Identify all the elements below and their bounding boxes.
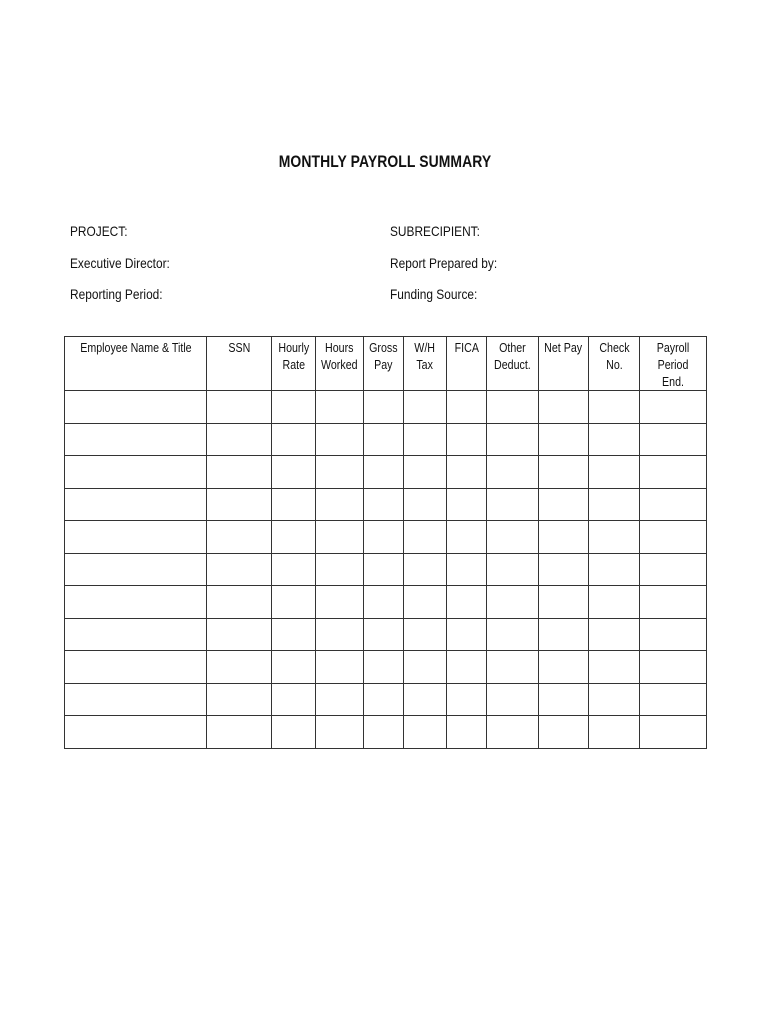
table-cell[interactable] xyxy=(364,716,404,749)
table-cell[interactable] xyxy=(316,651,364,684)
table-cell[interactable] xyxy=(487,618,539,651)
table-cell[interactable] xyxy=(589,521,640,554)
table-cell[interactable] xyxy=(364,391,404,424)
table-cell[interactable] xyxy=(272,586,316,619)
table-cell[interactable] xyxy=(207,586,272,619)
table-cell[interactable] xyxy=(272,651,316,684)
table-cell[interactable] xyxy=(272,553,316,586)
table-cell[interactable] xyxy=(404,651,447,684)
col-hourly-rate: Hourly Rate xyxy=(272,337,316,391)
table-cell[interactable] xyxy=(65,488,207,521)
table-cell[interactable] xyxy=(640,586,707,619)
table-row xyxy=(65,456,707,489)
col-hours-worked: Hours Worked xyxy=(316,337,364,391)
table-cell[interactable] xyxy=(207,456,272,489)
table-cell[interactable] xyxy=(404,488,447,521)
table-cell[interactable] xyxy=(364,618,404,651)
table-cell[interactable] xyxy=(404,683,447,716)
table-cell[interactable] xyxy=(447,716,487,749)
table-header-row xyxy=(65,337,707,391)
table-cell[interactable] xyxy=(207,553,272,586)
table-cell[interactable] xyxy=(316,456,364,489)
payroll-table xyxy=(64,336,707,749)
table-cell[interactable] xyxy=(364,683,404,716)
col-employee-name-title: Employee Name & Title xyxy=(65,337,207,391)
table-cell[interactable] xyxy=(272,716,316,749)
table-cell[interactable] xyxy=(640,488,707,521)
table-cell[interactable] xyxy=(364,651,404,684)
table-cell[interactable] xyxy=(207,488,272,521)
table-cell[interactable] xyxy=(640,521,707,554)
table-cell[interactable] xyxy=(447,553,487,586)
table-cell[interactable] xyxy=(316,391,364,424)
table-cell[interactable] xyxy=(272,521,316,554)
table-cell[interactable] xyxy=(589,488,640,521)
table-cell[interactable] xyxy=(447,586,487,619)
table-cell[interactable] xyxy=(272,391,316,424)
executive-director-label: Executive Director: xyxy=(70,255,170,271)
table-cell[interactable] xyxy=(272,618,316,651)
table-cell[interactable] xyxy=(207,391,272,424)
table-cell[interactable] xyxy=(207,423,272,456)
table-cell[interactable] xyxy=(404,586,447,619)
table-cell[interactable] xyxy=(589,391,640,424)
table-cell[interactable] xyxy=(589,586,640,619)
table-cell[interactable] xyxy=(640,456,707,489)
table-cell[interactable] xyxy=(65,618,207,651)
table-cell[interactable] xyxy=(316,618,364,651)
reporting-period-label: Reporting Period: xyxy=(70,286,163,302)
col-other-deduct: Other Deduct. xyxy=(487,337,539,391)
table-cell[interactable] xyxy=(487,586,539,619)
table-cell[interactable] xyxy=(589,683,640,716)
table-cell[interactable] xyxy=(447,456,487,489)
table-cell[interactable] xyxy=(272,488,316,521)
table-cell[interactable] xyxy=(316,683,364,716)
table-cell[interactable] xyxy=(539,651,589,684)
table-row xyxy=(65,423,707,456)
table-cell[interactable] xyxy=(404,423,447,456)
table-cell[interactable] xyxy=(447,651,487,684)
table-cell[interactable] xyxy=(316,423,364,456)
table-cell[interactable] xyxy=(487,456,539,489)
table-row xyxy=(65,553,707,586)
table-cell[interactable] xyxy=(404,716,447,749)
table-row xyxy=(65,391,707,424)
col-wh-tax: W/H Tax xyxy=(404,337,447,391)
table-cell[interactable] xyxy=(447,521,487,554)
table-cell[interactable] xyxy=(447,423,487,456)
table-cell[interactable] xyxy=(640,553,707,586)
table-cell[interactable] xyxy=(487,488,539,521)
table-cell[interactable] xyxy=(404,456,447,489)
col-gross-pay: Gross Pay xyxy=(364,337,404,391)
table-cell[interactable] xyxy=(487,716,539,749)
table-cell[interactable] xyxy=(404,391,447,424)
table-cell[interactable] xyxy=(272,456,316,489)
table-row xyxy=(65,651,707,684)
table-cell[interactable] xyxy=(539,423,589,456)
table-cell[interactable] xyxy=(65,716,207,749)
table-cell[interactable] xyxy=(589,651,640,684)
col-net-pay: Net Pay xyxy=(539,337,589,391)
table-cell[interactable] xyxy=(316,553,364,586)
table-cell[interactable] xyxy=(487,651,539,684)
table-cell[interactable] xyxy=(364,488,404,521)
table-cell[interactable] xyxy=(640,716,707,749)
table-cell[interactable] xyxy=(539,586,589,619)
table-row xyxy=(65,586,707,619)
table-cell[interactable] xyxy=(207,618,272,651)
table-cell[interactable] xyxy=(539,618,589,651)
table-cell[interactable] xyxy=(316,586,364,619)
table-cell[interactable] xyxy=(640,683,707,716)
table-cell[interactable] xyxy=(364,456,404,489)
funding-source-label: Funding Source: xyxy=(390,286,478,302)
table-cell[interactable] xyxy=(404,618,447,651)
table-cell[interactable] xyxy=(65,456,207,489)
table-cell[interactable] xyxy=(364,423,404,456)
table-cell[interactable] xyxy=(207,651,272,684)
table-cell[interactable] xyxy=(640,651,707,684)
table-cell[interactable] xyxy=(539,488,589,521)
table-cell[interactable] xyxy=(640,391,707,424)
col-fica: FICA xyxy=(447,337,487,391)
table-cell[interactable] xyxy=(364,586,404,619)
table-cell[interactable] xyxy=(589,553,640,586)
table-cell[interactable] xyxy=(539,553,589,586)
table-cell[interactable] xyxy=(487,391,539,424)
table-cell[interactable] xyxy=(539,716,589,749)
table-cell[interactable] xyxy=(404,521,447,554)
table-cell[interactable] xyxy=(487,683,539,716)
table-cell[interactable] xyxy=(65,521,207,554)
table-cell[interactable] xyxy=(539,521,589,554)
table-cell[interactable] xyxy=(487,423,539,456)
table-cell[interactable] xyxy=(65,553,207,586)
table-body xyxy=(65,391,707,749)
table-row xyxy=(65,618,707,651)
table-row xyxy=(65,488,707,521)
table-cell[interactable] xyxy=(447,488,487,521)
table-cell[interactable] xyxy=(589,456,640,489)
table-row xyxy=(65,521,707,554)
table-cell[interactable] xyxy=(487,521,539,554)
table-cell[interactable] xyxy=(364,553,404,586)
project-label: PROJECT: xyxy=(70,223,128,239)
table-cell[interactable] xyxy=(364,521,404,554)
table-cell[interactable] xyxy=(539,456,589,489)
report-prepared-by-label: Report Prepared by: xyxy=(390,255,498,271)
table-cell[interactable] xyxy=(65,683,207,716)
table-cell[interactable] xyxy=(447,391,487,424)
table-cell[interactable] xyxy=(65,586,207,619)
table-cell[interactable] xyxy=(487,553,539,586)
table-cell[interactable] xyxy=(640,423,707,456)
table-cell[interactable] xyxy=(539,683,589,716)
table-cell[interactable] xyxy=(539,391,589,424)
subrecipient-label: SUBRECIPIENT: xyxy=(390,223,480,239)
table-cell[interactable] xyxy=(640,618,707,651)
table-cell[interactable] xyxy=(65,423,207,456)
table-cell[interactable] xyxy=(589,618,640,651)
table-cell[interactable] xyxy=(65,391,207,424)
table-cell[interactable] xyxy=(207,716,272,749)
table-cell[interactable] xyxy=(404,553,447,586)
table-cell[interactable] xyxy=(589,716,640,749)
table-cell[interactable] xyxy=(316,488,364,521)
table-cell[interactable] xyxy=(447,683,487,716)
table-cell[interactable] xyxy=(207,683,272,716)
col-check-no: Check No. xyxy=(589,337,640,391)
table-row xyxy=(65,716,707,749)
table-row xyxy=(65,683,707,716)
table-cell[interactable] xyxy=(316,716,364,749)
col-ssn: SSN xyxy=(207,337,272,391)
table-cell[interactable] xyxy=(65,651,207,684)
table-cell[interactable] xyxy=(207,521,272,554)
table-cell[interactable] xyxy=(447,618,487,651)
table-cell[interactable] xyxy=(316,521,364,554)
table-cell[interactable] xyxy=(272,683,316,716)
document-title: MONTHLY PAYROLL SUMMARY xyxy=(278,152,492,171)
table-cell[interactable] xyxy=(272,423,316,456)
col-payroll-period-end: Payroll Period End. xyxy=(640,337,707,391)
table-cell[interactable] xyxy=(589,423,640,456)
